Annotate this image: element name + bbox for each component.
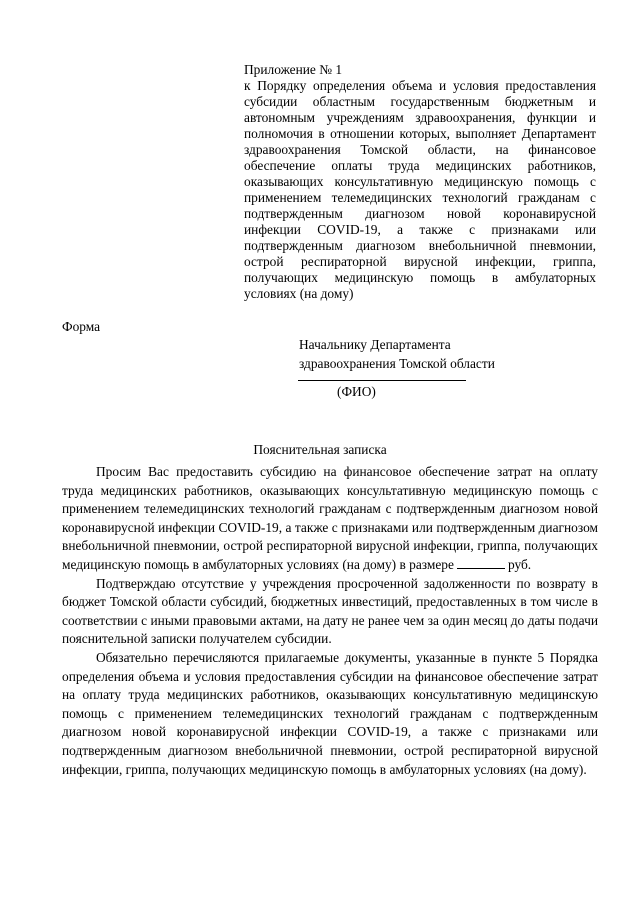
paragraph-request-text: Просим Вас предоставить субсидию на финансовое обеспечение затрат на оплату труда медицинских работников, оказывающих консультативную медицинскую помощь с применением телемедицинских технологий гражданам с подтвержденным диагнозом новой коронавирусной инфекции COVID-19, а также с признаками или подтвержденным диагнозом внебольничной пневмонии, острой респираторной вирусной инфекции, гриппа, получающих медицинскую помощь в амбулаторных условиях (на дому) в размере — [62, 464, 598, 572]
appendix-text: к Порядку определения объема и условия предоставления субсидии областным государственным бюджетным и автономным учреждениям здравоохранения, функции и полномочия в отношении которых, выполняет Департамент здравоохранения Томской области, на финансовое обеспечение оплаты труда медицинских работников, оказывающих консультативную медицинскую помощь с применением телемедицинских технологий гражданам с подтвержденным диагнозом новой коронавирусной инфекции COVID-19, а также с признаками или подтвержденным диагнозом внебольничной пневмонии, острой респираторной вирусной инфекции, гриппа, получающих медицинскую помощь в амбулаторных условиях (на дому) — [244, 78, 596, 301]
fio-underline — [298, 380, 466, 381]
paragraph-request — [62, 463, 598, 575]
document-title: Пояснительная записка — [253, 442, 387, 457]
fio-caption: (ФИО) — [337, 384, 376, 399]
currency-label: руб. — [507, 556, 532, 572]
amount-blank — [457, 556, 505, 569]
paragraph-confirmation: Подтверждаю отсутствие у учреждения просроченной задолженности по возврату в бюджет Томской области субсидий, бюджетных инвестиций, предоставленных в том числе в соответствии с иными правовыми актами, на дату не ранее чем за один месяц до даты подачи пояснительной записки получателем субсидии. — [62, 575, 598, 647]
addressee-line-1: Начальнику Департамента — [299, 337, 451, 352]
paragraph-documents: Обязательно перечисляются прилагаемые документы, указанные в пункте 5 Порядка определения объема и условия предоставления субсидии на финансовое обеспечение затрат на оплату труда медицинских работников, оказывающих консультативную медицинскую помощь с применением телемедицинских технологий гражданам с подтвержденным диагнозом новой коронавирусной инфекции COVID-19, а также с признаками или подтвержденным диагнозом внебольничной пневмонии, острой респираторной вирусной инфекции, гриппа, получающих медицинскую помощь в амбулаторных условиях (на дому). — [62, 649, 598, 777]
form-label: Форма — [62, 319, 101, 334]
document-body — [62, 463, 598, 779]
appendix-number: Приложение № 1 — [244, 62, 343, 77]
addressee-block — [299, 335, 495, 373]
addressee-line-2: здравоохранения Томской области — [299, 356, 495, 371]
appendix-block — [244, 62, 596, 302]
